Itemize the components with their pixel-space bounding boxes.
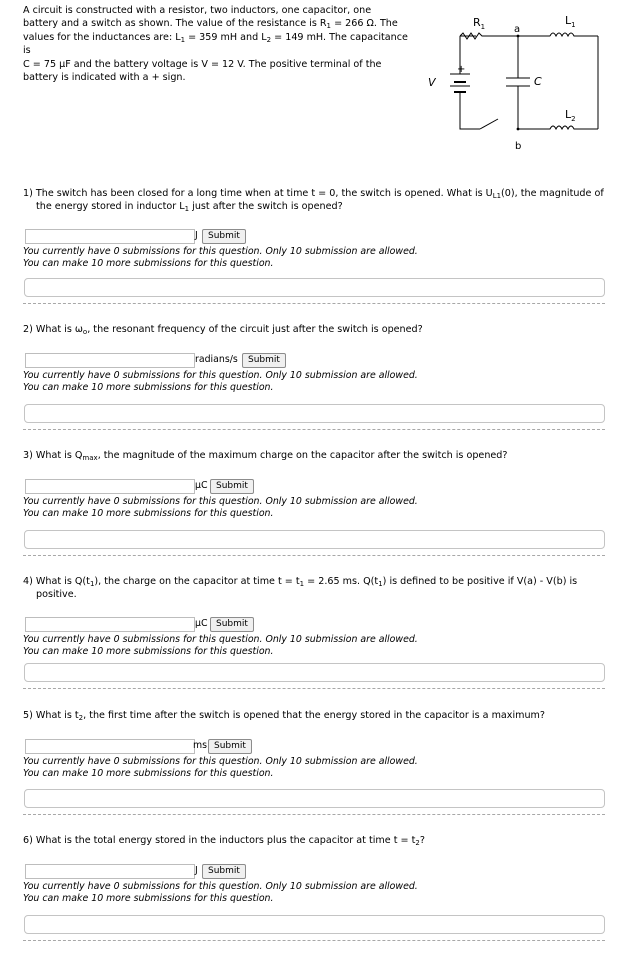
subscript: 1 [184,205,190,213]
submit-button[interactable]: Submit [208,739,252,754]
question-text-part: 5) What is t [23,710,79,721]
question-text-part: 6) What is the total energy stored in the inductors plus the capacitor at time t = t [23,835,416,846]
problem-intro [23,4,418,84]
question-text-part: 1) The switch has been closed for a long time when at time t = 0, the switch is opened. What is U [23,188,493,199]
intro-line-5: battery is indicated with a + sign. [23,72,186,84]
answer-row [23,229,605,246]
submission-status [23,246,605,271]
intro-text: = 266 Ω. The [331,18,398,30]
intro-line-4: C = 75 μF and the battery voltage is V = 12 V. The positive terminal of the [23,58,382,70]
wire-left-lower [460,92,480,129]
submission-status [23,370,605,395]
answer-input[interactable] [25,864,195,879]
unit-label: radians/s [195,354,238,365]
feedback-box [24,663,605,682]
question-2 [23,323,605,395]
answer-row [23,479,605,496]
question-text [23,575,605,601]
node-a-label: a [514,24,521,35]
feedback-box [24,404,605,423]
submission-count-text: You currently have 0 submissions for this question. Only 10 submission are allowed. [23,496,418,507]
feedback-box [24,789,605,808]
intro-text: battery and a switch as shown. The value of the resistance is R [23,18,327,30]
inductor-l2 [518,126,598,129]
answer-input[interactable] [25,617,195,632]
submission-remaining-text: You can make 10 more submissions for this question. [23,258,274,270]
subscript: 2 [266,35,272,44]
feedback-box [24,278,605,297]
r1-label: $R_1$ [473,16,486,31]
submission-status [23,496,605,521]
subscript: 1 [326,22,332,31]
question-text [23,834,605,847]
submission-remaining-text: You can make 10 more submissions for this question. [23,893,274,905]
question-1 [23,187,605,271]
submit-button[interactable]: Submit [210,617,254,632]
node-b-label: b [515,141,522,152]
answer-input[interactable] [25,739,195,754]
subscript: 2 [78,714,84,722]
question-text-part: ? [419,835,425,846]
question-text-part: the energy stored in inductor L [36,201,185,212]
switch-blade [480,119,498,129]
question-text-part: 3) What is Q [23,450,83,461]
node-b-dot [517,128,520,131]
subscript: max [82,454,98,462]
divider [23,940,605,941]
inductor-l1 [518,33,598,36]
submit-button[interactable]: Submit [202,864,246,879]
answer-input[interactable] [25,479,195,494]
submit-button[interactable]: Submit [202,229,246,244]
question-text-part: just after the switch is opened? [189,201,343,212]
question-3 [23,449,605,521]
submit-button[interactable]: Submit [210,479,254,494]
submission-remaining-text: You can make 10 more submissions for this question. [23,646,274,658]
submission-status [23,634,605,659]
unit-label: J [195,230,198,241]
divider [23,429,605,430]
intro-line-3 [23,31,418,58]
question-text-part: , the resonant frequency of the circuit just after the switch is opened? [87,324,423,335]
question-text-part: = 2.65 ms. Q(t [304,576,379,587]
submission-count-text: You currently have 0 submissions for this question. Only 10 submission are allowed. [23,370,418,381]
subscript: 2 [415,839,420,847]
answer-row [23,864,605,881]
intro-text: values for the inductances are: L [23,31,181,43]
intro-text: = 149 mH. The capacitance is [23,31,408,57]
question-text-part: ), the charge on the capacitor at time t = t [94,576,300,587]
circuit-diagram [418,6,618,156]
answer-row [23,617,605,634]
resistor-r1 [460,33,518,39]
question-4 [23,575,605,659]
divider [23,814,605,815]
c-label: C [534,75,542,88]
submission-status [23,756,605,781]
submission-remaining-text: You can make 10 more submissions for this question. [23,768,274,780]
subscript: L1 [492,192,502,200]
subscript: 1 [180,35,186,44]
unit-label: μC [195,618,208,629]
question-text-part: , the magnitude of the maximum charge on the capacitor after the switch is opened? [97,450,508,461]
question-text-part: , the first time after the switch is opened that the energy stored in the capacitor is a maximum? [83,710,545,721]
question-text [23,449,605,462]
node-a-dot [517,35,520,38]
question-text-part: ) is defined to be positive if V(a) - V(b) is [382,576,578,587]
intro-line-1: A circuit is constructed with a resistor, two inductors, one capacitor, one [23,5,372,16]
l2-label: $L_2$ [565,108,576,123]
subscript: 1 [89,580,95,588]
question-text [23,709,605,722]
feedback-box [24,915,605,934]
answer-input[interactable] [25,229,195,244]
l1-label: $L_1$ [565,14,576,29]
answer-row [23,353,605,370]
divider [23,555,605,556]
v-label: V [428,76,436,89]
question-text [23,187,605,213]
intro-line-2 [23,17,418,30]
unit-label: ms [193,740,208,751]
subscript: o [82,328,88,336]
unit-label: J [195,865,198,876]
intro-text: = 359 mH and L [185,31,267,43]
question-5 [23,709,605,781]
divider [23,688,605,689]
subscript: 1 [299,580,305,588]
submission-status [23,881,605,906]
submission-count-text: You currently have 0 submissions for this question. Only 10 submission are allowed. [23,246,418,257]
unit-label: μC [195,480,208,491]
question-text-part: (0), the magnitude of [501,188,604,199]
question-text-part: 2) What is ω [23,324,83,335]
feedback-box [24,530,605,549]
submission-remaining-text: You can make 10 more submissions for this question. [23,508,274,520]
question-text [23,323,605,336]
submit-button[interactable]: Submit [242,353,286,368]
plus-sign: + [457,64,466,75]
question-text-part: 4) What is Q(t [23,576,90,587]
question-6 [23,834,605,906]
divider [23,303,605,304]
submission-count-text: You currently have 0 submissions for this question. Only 10 submission are allowed. [23,634,418,645]
submission-count-text: You currently have 0 submissions for this question. Only 10 submission are allowed. [23,881,418,892]
submission-remaining-text: You can make 10 more submissions for this question. [23,382,274,394]
question-text-part: positive. [36,589,77,600]
subscript: 1 [378,580,383,588]
answer-input[interactable] [25,353,195,368]
answer-row [23,739,605,756]
submission-count-text: You currently have 0 submissions for this question. Only 10 submission are allowed. [23,756,418,767]
